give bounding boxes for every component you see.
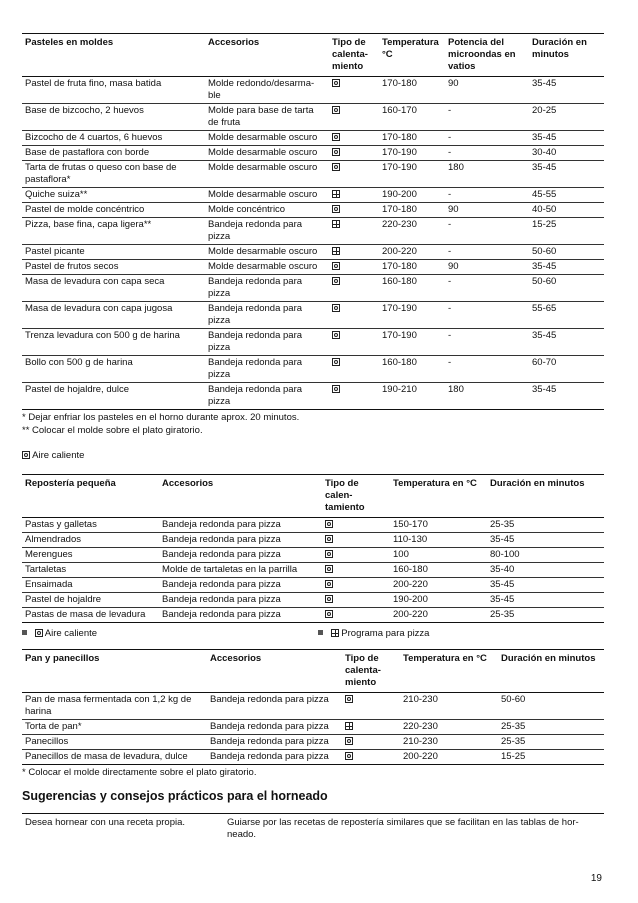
table-header-row (22, 34, 604, 77)
cell-dur: 60-70 (529, 356, 604, 383)
cell-power: - (445, 104, 529, 131)
pizza-program-icon (332, 220, 340, 228)
cell-name: Panecillos (22, 735, 207, 750)
cell-acc: Bandeja redonda para pizza (159, 548, 322, 563)
cell-acc: Molde desarmable oscuro (205, 260, 329, 275)
fan-icon (332, 205, 340, 213)
cell-dur: 45-55 (529, 188, 604, 203)
fan-icon (332, 304, 340, 312)
tip-answer: Guiarse por las recetas de repostería similares que se facilitan en las tablas de hor-neado. (227, 817, 579, 840)
cell-temp: 160-170 (379, 104, 445, 131)
cell-acc: Bandeja redonda para pizza (159, 518, 322, 533)
cell-dur: 35-45 (529, 329, 604, 356)
cell-temp: 160-180 (379, 275, 445, 302)
cell-acc: Bandeja redonda para pizza (159, 533, 322, 548)
cell-dur: 35-45 (529, 77, 604, 104)
cell-dur: 25-35 (498, 735, 604, 750)
tip-question: Desea hornear con una receta propia. (25, 817, 186, 828)
fan-icon (325, 550, 333, 558)
cell-dur: 35-45 (487, 593, 604, 608)
cell-heating-type (329, 218, 379, 245)
cell-temp: 190-210 (379, 383, 445, 410)
cell-power: - (445, 275, 529, 302)
cell-name: Panecillos de masa de levadura, dulce (22, 750, 207, 765)
col-header-potencia: Potencia del microondas en vatios (445, 34, 529, 77)
cell-heating-type (329, 161, 379, 188)
cell-name: Trenza levadura con 500 g de harina (22, 329, 205, 356)
table-row (22, 329, 604, 356)
cell-heating-type (342, 735, 400, 750)
cell-name: Pastel de fruta fino, masa batida (22, 77, 205, 104)
cell-name: Base de pastaflora con borde (22, 146, 205, 161)
col-header-tipo: Tipo de calen-tamiento (322, 475, 390, 518)
fan-icon (325, 580, 333, 588)
cell-name: Pastas de masa de levadura (22, 608, 159, 623)
fan-icon (345, 752, 353, 760)
cell-acc: Molde de tartaletas en la parrilla (159, 563, 322, 578)
fan-icon (332, 79, 340, 87)
table-row (22, 518, 604, 533)
legend-label: Aire caliente (44, 628, 98, 639)
cell-power: - (445, 245, 529, 260)
col-header-accesorios: Accesorios (207, 650, 342, 693)
table-row (22, 720, 604, 735)
col-header-temperatura: Temperatura °C (379, 34, 445, 77)
cell-acc: Molde desarmable oscuro (205, 245, 329, 260)
cell-heating-type (322, 563, 390, 578)
cell-acc: Bandeja redonda para pizza (159, 578, 322, 593)
cell-acc: Bandeja redonda para pizza (205, 356, 329, 383)
cell-name: Torta de pan* (22, 720, 207, 735)
cell-temp: 170-190 (379, 161, 445, 188)
cell-dur: 25-35 (498, 720, 604, 735)
cell-acc: Bandeja redonda para pizza (207, 735, 342, 750)
cell-acc: Bandeja redonda para pizza (159, 593, 322, 608)
cell-acc: Bandeja redonda para pizza (207, 693, 342, 720)
cell-name: Bizcocho de 4 cuartos, 6 huevos (22, 131, 205, 146)
fan-icon (332, 331, 340, 339)
table-row (22, 260, 604, 275)
fan-icon (332, 133, 340, 141)
cell-power: 90 (445, 203, 529, 218)
cell-dur: 25-35 (487, 518, 604, 533)
cell-temp: 100 (390, 548, 487, 563)
cell-heating-type (322, 608, 390, 623)
table-row (22, 533, 604, 548)
fan-icon (332, 148, 340, 156)
fan-icon (325, 610, 333, 618)
table-row (22, 735, 604, 750)
col-header-tipo: Tipo de calenta-miento (329, 34, 379, 77)
bullet-square (318, 630, 323, 635)
cell-temp: 200-220 (390, 578, 487, 593)
cell-temp: 220-230 (400, 720, 498, 735)
cell-heating-type (322, 593, 390, 608)
cell-dur: 25-35 (487, 608, 604, 623)
table-row (22, 131, 604, 146)
cell-dur: 35-45 (529, 383, 604, 410)
cell-heating-type (329, 188, 379, 203)
cell-name: Pastel de frutos secos (22, 260, 205, 275)
table-row (22, 608, 604, 623)
table-row (22, 275, 604, 302)
cell-temp: 160-180 (390, 563, 487, 578)
pizza-program-icon (345, 722, 353, 730)
cell-power: - (445, 188, 529, 203)
table-row (22, 188, 604, 203)
cell-temp: 170-180 (379, 203, 445, 218)
table-row (22, 750, 604, 765)
cell-acc: Bandeja redonda para pizza (205, 329, 329, 356)
cell-temp: 190-200 (390, 593, 487, 608)
cell-heating-type (329, 146, 379, 161)
cell-acc: Molde para base de tarta de fruta (205, 104, 329, 131)
table-row (22, 563, 604, 578)
col-header-temperatura: Temperatura en °C (400, 650, 498, 693)
cell-name: Quiche suiza** (22, 188, 205, 203)
cell-temp: 150-170 (390, 518, 487, 533)
table-row (22, 693, 604, 720)
cell-dur: 35-45 (529, 260, 604, 275)
cell-acc: Molde concéntrico (205, 203, 329, 218)
cell-power: - (445, 302, 529, 329)
page-number: 19 (590, 873, 602, 884)
footnote-3: * Colocar el molde directamente sobre el plato giratorio. (22, 767, 257, 778)
cell-power: 180 (445, 383, 529, 410)
cell-power: 180 (445, 161, 529, 188)
cell-heating-type (322, 548, 390, 563)
cell-dur: 80-100 (487, 548, 604, 563)
cell-heating-type (329, 302, 379, 329)
table-row (22, 77, 604, 104)
cell-heating-type (329, 383, 379, 410)
cell-acc: Molde desarmable oscuro (205, 188, 329, 203)
legend-aire-caliente (22, 450, 84, 461)
table-reposteria-pequena (22, 474, 604, 623)
cell-temp: 200-220 (400, 750, 498, 765)
cell-acc: Bandeja redonda para pizza (205, 275, 329, 302)
cell-name: Pastel de hojaldre, dulce (22, 383, 205, 410)
col-header-temperatura: Temperatura en °C (390, 475, 487, 518)
cell-dur: 35-45 (487, 533, 604, 548)
cell-dur: 50-60 (498, 693, 604, 720)
fan-icon (332, 277, 340, 285)
cell-acc: Bandeja redonda para pizza (207, 750, 342, 765)
fan-icon (345, 737, 353, 745)
table-row (22, 245, 604, 260)
table-header-row (22, 650, 604, 693)
cell-heating-type (329, 77, 379, 104)
cell-power: - (445, 218, 529, 245)
cell-name: Pastel de molde concéntrico (22, 203, 205, 218)
cell-acc: Molde redondo/desarma-ble (205, 77, 329, 104)
cell-temp: 210-230 (400, 735, 498, 750)
legend-programa-pizza (318, 628, 429, 639)
cell-name: Pastas y galletas (22, 518, 159, 533)
bullet-square (22, 630, 27, 635)
table-row (22, 104, 604, 131)
cell-temp: 220-230 (379, 218, 445, 245)
cell-temp: 170-180 (379, 260, 445, 275)
cell-temp: 170-190 (379, 329, 445, 356)
footnote-2: ** Colocar el molde sobre el plato giratorio. (22, 425, 203, 436)
cell-power: 90 (445, 77, 529, 104)
cell-heating-type (342, 693, 400, 720)
table-row (22, 146, 604, 161)
cell-acc: Bandeja redonda para pizza (159, 608, 322, 623)
col-header-reposteria: Repostería pequeña (22, 475, 159, 518)
cell-temp: 190-200 (379, 188, 445, 203)
table-row (22, 203, 604, 218)
table-row (22, 218, 604, 245)
col-header-accesorios: Accesorios (159, 475, 322, 518)
col-header-pan: Pan y panecillos (22, 650, 207, 693)
cell-heating-type (329, 260, 379, 275)
pizza-program-icon (332, 190, 340, 198)
fan-icon (325, 595, 333, 603)
cell-power: - (445, 146, 529, 161)
pizza-program-icon (332, 247, 340, 255)
cell-dur: 35-45 (529, 131, 604, 146)
cell-name: Masa de levadura con capa jugosa (22, 302, 205, 329)
col-header-accesorios: Accesorios (205, 34, 329, 77)
cell-name: Ensaimada (22, 578, 159, 593)
fan-icon (22, 451, 30, 459)
cell-temp: 160-180 (379, 356, 445, 383)
fan-icon (332, 262, 340, 270)
pizza-program-icon (331, 629, 339, 637)
cell-heating-type (329, 245, 379, 260)
cell-name: Almendrados (22, 533, 159, 548)
cell-name: Base de bizcocho, 2 huevos (22, 104, 205, 131)
cell-heating-type (322, 518, 390, 533)
cell-power: - (445, 329, 529, 356)
fan-icon (332, 358, 340, 366)
cell-heating-type (329, 104, 379, 131)
fan-icon (332, 106, 340, 114)
cell-name: Tarta de frutas o queso con base de pastaflora* (22, 161, 205, 188)
cell-dur: 55-65 (529, 302, 604, 329)
table-row (22, 548, 604, 563)
table-row (22, 302, 604, 329)
cell-heating-type (329, 356, 379, 383)
table-row (22, 383, 604, 410)
cell-name: Pan de masa fermentada con 1,2 kg de harina (22, 693, 207, 720)
cell-dur: 20-25 (529, 104, 604, 131)
col-header-duracion: Duración en minutos (498, 650, 604, 693)
cell-temp: 170-180 (379, 77, 445, 104)
cell-temp: 210-230 (400, 693, 498, 720)
table-pan-y-panecillos (22, 649, 604, 765)
fan-icon (325, 520, 333, 528)
cell-name: Bollo con 500 g de harina (22, 356, 205, 383)
cell-dur: 35-45 (487, 578, 604, 593)
tip-row (22, 814, 604, 845)
cell-acc: Molde desarmable oscuro (205, 161, 329, 188)
table-row (22, 356, 604, 383)
cell-power: 90 (445, 260, 529, 275)
col-header-pasteles: Pasteles en moldes (22, 34, 205, 77)
fan-icon (332, 163, 340, 171)
cell-temp: 170-190 (379, 302, 445, 329)
cell-acc: Molde desarmable oscuro (205, 146, 329, 161)
cell-name: Tartaletas (22, 563, 159, 578)
cell-temp: 110-130 (390, 533, 487, 548)
col-header-duracion: Duración en minutos (487, 475, 604, 518)
fan-icon (325, 535, 333, 543)
cell-heating-type (329, 203, 379, 218)
col-header-duracion: Duración en minutos (529, 34, 604, 77)
table-row (22, 161, 604, 188)
table-header-row (22, 475, 604, 518)
legend-label: Aire caliente (32, 450, 85, 461)
legend-label: Programa para pizza (341, 628, 430, 639)
cell-dur: 50-60 (529, 275, 604, 302)
cell-temp: 200-220 (390, 608, 487, 623)
fan-icon (332, 385, 340, 393)
cell-temp: 170-180 (379, 131, 445, 146)
cell-power: - (445, 356, 529, 383)
cell-temp: 170-190 (379, 146, 445, 161)
cell-heating-type (342, 720, 400, 735)
footnote-1: * Dejar enfriar los pasteles en el horno durante aprox. 20 minutos. (22, 412, 300, 423)
cell-acc: Bandeja redonda para pizza (205, 218, 329, 245)
cell-name: Merengues (22, 548, 159, 563)
cell-temp: 200-220 (379, 245, 445, 260)
cell-heating-type (322, 533, 390, 548)
cell-heating-type (322, 578, 390, 593)
cell-name: Pastel de hojaldre (22, 593, 159, 608)
cell-dur: 50-60 (529, 245, 604, 260)
col-header-tipo: Tipo de calenta-miento (342, 650, 400, 693)
cell-power: - (445, 131, 529, 146)
cell-dur: 35-45 (529, 161, 604, 188)
table-row (22, 578, 604, 593)
table-pasteles-en-moldes (22, 33, 604, 410)
cell-dur: 30-40 (529, 146, 604, 161)
legend-aire-caliente-2 (22, 628, 97, 639)
cell-dur: 15-25 (498, 750, 604, 765)
cell-name: Masa de levadura con capa seca (22, 275, 205, 302)
tips-table (22, 813, 604, 844)
cell-acc: Bandeja redonda para pizza (207, 720, 342, 735)
cell-heating-type (329, 275, 379, 302)
cell-acc: Molde desarmable oscuro (205, 131, 329, 146)
cell-acc: Bandeja redonda para pizza (205, 302, 329, 329)
cell-heating-type (342, 750, 400, 765)
fan-icon (325, 565, 333, 573)
table-row (22, 593, 604, 608)
cell-dur: 15-25 (529, 218, 604, 245)
fan-icon (345, 695, 353, 703)
cell-acc: Bandeja redonda para pizza (205, 383, 329, 410)
cell-name: Pizza, base fina, capa ligera** (22, 218, 205, 245)
cell-dur: 40-50 (529, 203, 604, 218)
section-title: Sugerencias y consejos prácticos para el horneado (22, 789, 328, 803)
fan-icon (35, 629, 43, 637)
cell-name: Pastel picante (22, 245, 205, 260)
cell-heating-type (329, 131, 379, 146)
cell-dur: 35-40 (487, 563, 604, 578)
cell-heating-type (329, 329, 379, 356)
